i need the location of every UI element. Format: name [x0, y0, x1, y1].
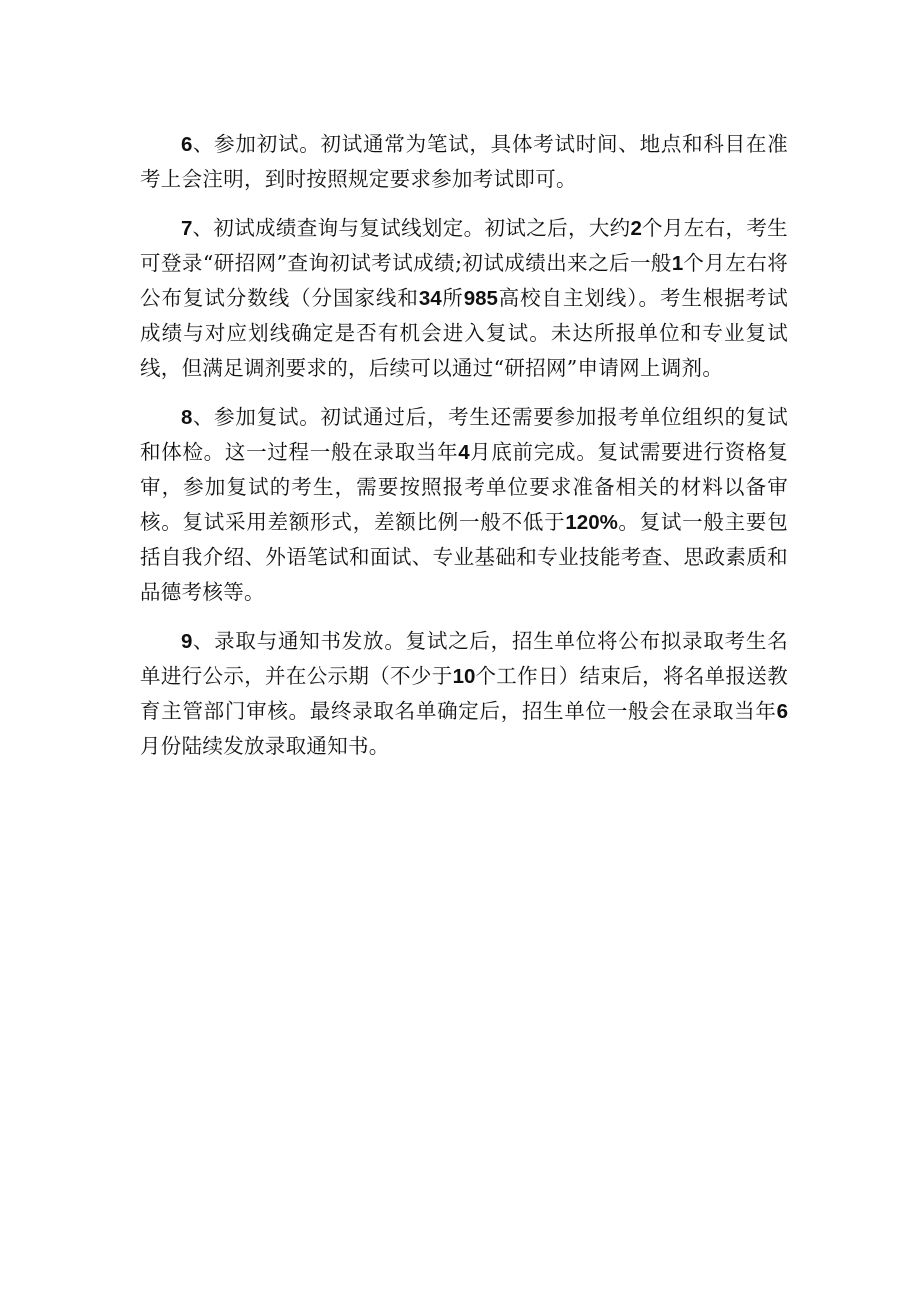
step-number: 9	[181, 630, 193, 653]
inline-number: 1	[671, 252, 684, 275]
paragraph-step-8	[140, 400, 788, 610]
paragraph-step-7	[140, 211, 788, 386]
paragraph-text: 、初试成绩查询与复试线划定。初试之后，大约2个月左右，考生可登录“研招网”查询初试考试成绩;初试成绩出来之后一般1个月左右将公布复试分数线（分国家线和34所985高校自主划线）。考生根据考试成绩与对应划线确定是否有机会进入复试。未达所报单位和专业复试线，但满足调剂要求的，后续可以通过“研招网”申请网上调剂。	[140, 216, 789, 380]
paragraph-text: 、参加初试。初试通常为笔试，具体考试时间、地点和科目在准考上会注明，到时按照规定要求参加考试即可。	[140, 132, 788, 191]
inline-number: 4	[458, 441, 470, 464]
inline-number: 6	[776, 700, 788, 723]
inline-number: 10	[452, 665, 476, 688]
paragraph-text: 、录取与通知书发放。复试之后，招生单位将公布拟录取考生名单进行公示，并在公示期（不少于10个工作日）结束后，将名单报送教育主管部门审核。最终录取名单确定后，招生单位一般会在录取当年6月份陆续发放录取通知书。	[140, 629, 788, 758]
step-number: 6	[181, 133, 193, 156]
inline-number: 2	[630, 217, 642, 240]
paragraph-text: 、参加复试。初试通过后，考生还需要参加报考单位组织的复试和体检。这一过程一般在录取当年4月底前完成。复试需要进行资格复审，参加复试的考生，需要按照报考单位要求准备相关的材料以备审核。复试采用差额形式，差额比例一般不低于120%。复试一般主要包括自我介绍、外语笔试和面试、专业基础和专业技能考查、思政素质和品德考核等。	[140, 405, 789, 604]
step-number: 8	[181, 406, 193, 429]
inline-number: 34	[418, 287, 442, 310]
inline-number: 120%	[565, 511, 618, 534]
document-body	[140, 127, 788, 778]
paragraph-step-6	[140, 127, 788, 197]
step-number: 7	[181, 217, 193, 240]
inline-number: 985	[463, 287, 498, 310]
paragraph-step-9	[140, 624, 788, 764]
